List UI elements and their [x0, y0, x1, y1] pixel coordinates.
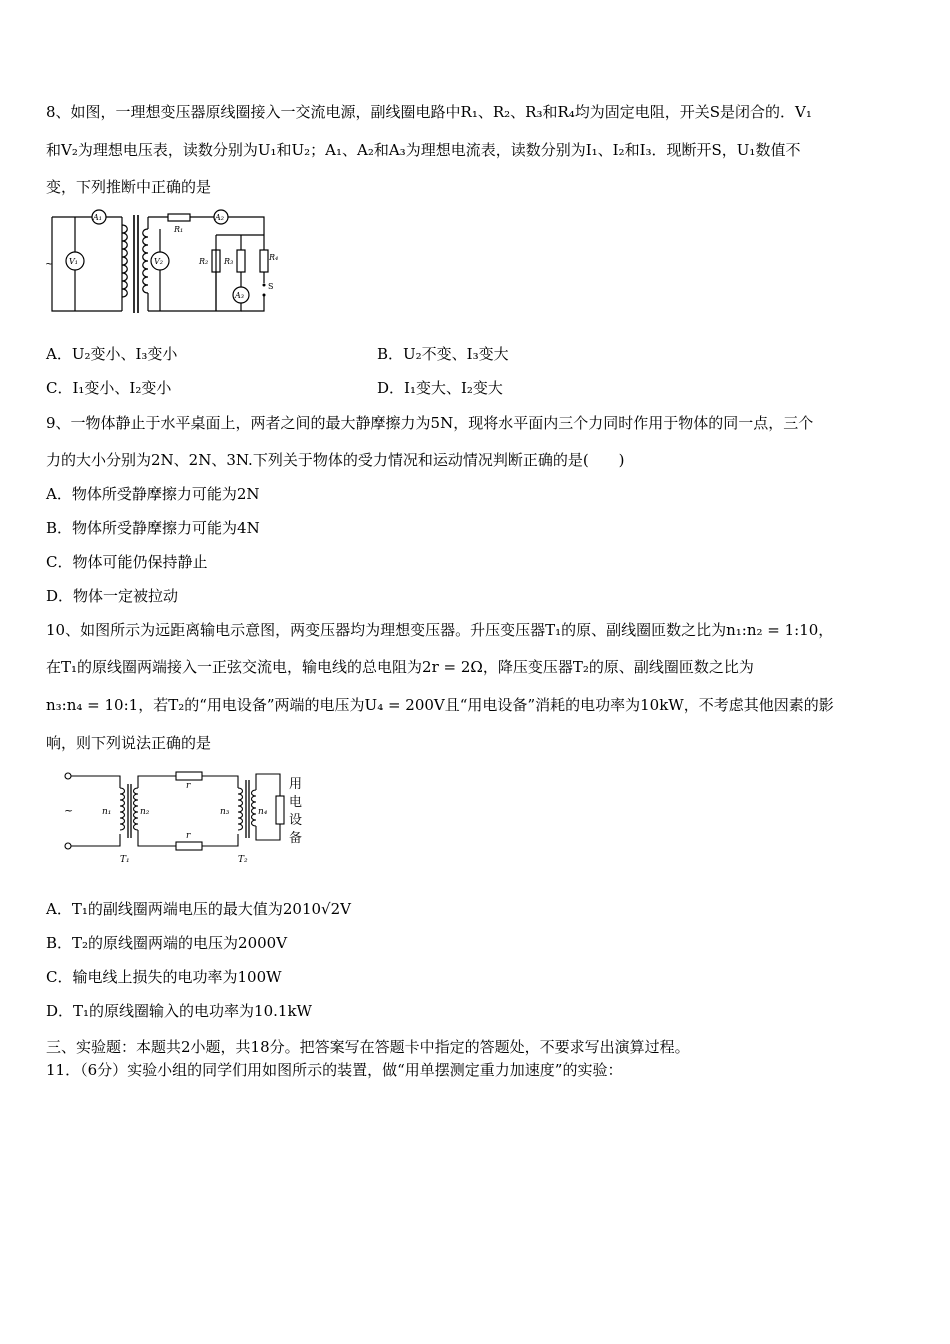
q8-option-b: B．U₂不变、I₃变大	[377, 345, 509, 363]
q8-stem-line-2: 和V₂为理想电压表，读数分别为U₁和U₂；A₁、A₂和A₃为理想电流表，读数分别为I₁、I₂和I₃．现断开S，U₁数值不	[46, 141, 801, 159]
q8-label-r3: R₃	[224, 257, 234, 266]
q8-label-ac-source: ~	[45, 259, 54, 270]
q10-label-t2: T₂	[238, 855, 248, 865]
q8-option-c: C．I₁变小、I₂变小	[46, 379, 172, 397]
q10-label-n1: n₁	[102, 807, 112, 817]
q9-option-c: C．物体可能仍保持静止	[46, 553, 208, 571]
q11-stem: 11．（6分）实验小组的同学们用如图所示的装置，做“用单摆测定重力加速度”的实验：	[46, 1061, 623, 1079]
q8-option-a: A．U₂变小、I₃变小	[46, 345, 178, 363]
q8-label-a1: A₁	[93, 213, 102, 222]
q10-label-device-3: 设	[289, 813, 303, 828]
q8-label-a2: A₂	[215, 213, 224, 222]
q10-label-device-1: 用	[289, 777, 303, 792]
q8-label-r1: R₁	[174, 225, 184, 234]
q10-label-t1: T₁	[120, 855, 130, 865]
q8-label-a3: A₃	[235, 291, 244, 300]
q10-option-d: D．T₁的原线圈输入的电功率为10.1kW	[46, 1002, 312, 1020]
q10-option-b: B．T₂的原线圈两端的电压为2000V	[46, 934, 288, 952]
q10-option-c: C．输电线上损失的电功率为100W	[46, 968, 282, 986]
q8-stem-line-1: 8、如图，一理想变压器原线圈接入一交流电源，副线圈电路中R₁、R₂、R₃和R₄均为固定电阻，开关S是闭合的．V₁	[46, 103, 812, 121]
q9-option-b: B．物体所受静摩擦力可能为4N	[46, 519, 260, 537]
q8-label-r4: R₄	[269, 253, 279, 262]
q10-label-n4: n₄	[258, 807, 268, 817]
q10-stem-line-2: 在T₁的原线圈两端接入一正弦交流电，输电线的总电阻为2r = 2Ω，降压变压器T₂的原、副线圈匝数之比为	[46, 658, 754, 676]
q10-label-n3: n₃	[220, 807, 230, 817]
q10-label-ac-source: ~	[64, 804, 74, 817]
q9-stem-line-2: 力的大小分别为2N、2N、3N.下列关于物体的受力情况和运动情况判断正确的是( )	[46, 451, 625, 469]
q8-label-switch: S	[268, 282, 274, 291]
q9-option-a: A．物体所受静摩擦力可能为2N	[46, 485, 260, 503]
q10-transmission-diagram	[58, 768, 318, 868]
q10-label-device-4: 备	[289, 831, 303, 846]
q10-option-a: A．T₁的副线圈两端电压的最大值为2010√2V	[46, 900, 351, 918]
q8-circuit-diagram	[44, 205, 284, 317]
q10-label-device-2: 电	[289, 795, 303, 810]
q8-label-r2: R₂	[199, 257, 209, 266]
q10-stem-line-4: 响，则下列说法正确的是	[46, 734, 212, 752]
q9-option-d: D．物体一定被拉动	[46, 587, 179, 605]
q10-label-n2: n₂	[140, 807, 150, 817]
section3-heading: 三、实验题：本题共2小题，共18分。把答案写在答题卡中指定的答题处，不要求写出演算过程。	[46, 1038, 690, 1056]
q9-stem-line-1: 9、一物体静止于水平桌面上，两者之间的最大静摩擦力为5N，现将水平面内三个力同时作用于物体的同一点，三个	[46, 414, 814, 432]
q8-label-v1: V₁	[69, 257, 78, 266]
q8-label-v2: V₂	[154, 257, 163, 266]
q10-label-r-top: r	[186, 781, 191, 791]
q10-stem-line-3: n₃:n₄ = 10:1，若T₂的“用电设备”两端的电压为U₄ = 200V且“用电设备”消耗的电功率为10kW，不考虑其他因素的影	[46, 696, 834, 714]
q8-option-d: D．I₁变大、I₂变大	[377, 379, 503, 397]
q8-stem-line-3: 变，下列推断中正确的是	[46, 178, 212, 196]
q10-label-r-bottom: r	[186, 831, 191, 841]
q10-stem-line-1: 10、如图所示为远距离输电示意图，两变压器均为理想变压器。升压变压器T₁的原、副线圈匝数之比为n₁:n₂ = 1:10，	[46, 621, 834, 639]
